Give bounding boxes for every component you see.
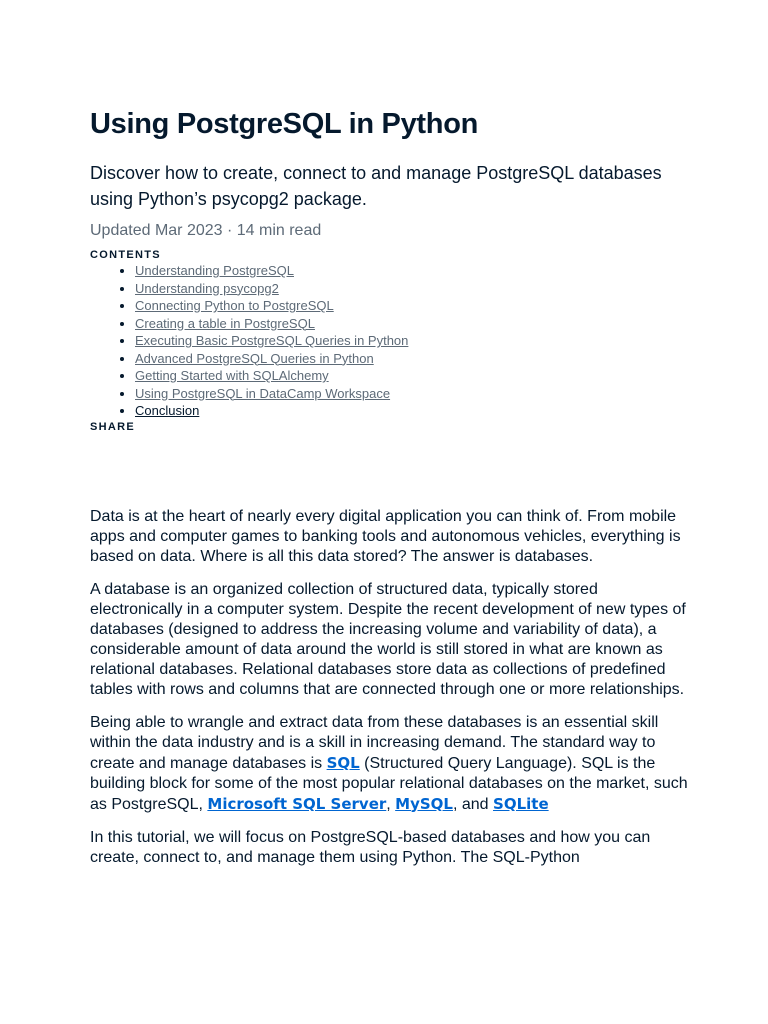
toc-link-advanced-queries[interactable]: Advanced PostgreSQL Queries in Python xyxy=(135,350,374,366)
table-of-contents xyxy=(90,262,690,420)
article-body xyxy=(90,507,690,868)
article-page xyxy=(90,104,690,881)
article-subtitle: Discover how to create, connect to and manage PostgreSQL databases using Python’s psycopg2 package. xyxy=(90,163,662,209)
sql-link[interactable]: SQL xyxy=(326,753,360,772)
paragraph-tutorial-focus: In this tutorial, we will focus on PostgreSQL-based databases and how you can create, connect to, and manage them using Python. The SQL-Python xyxy=(90,828,651,866)
toc-item xyxy=(135,315,690,333)
toc-item xyxy=(135,402,690,420)
toc-item xyxy=(135,385,690,403)
toc-link-creating-table[interactable]: Creating a table in PostgreSQL xyxy=(135,315,315,331)
article-meta: Updated Mar 2023 · 14 min read xyxy=(90,222,322,239)
toc-link-connecting-python[interactable]: Connecting Python to PostgreSQL xyxy=(135,298,334,313)
toc-link-understanding-psycopg2[interactable]: Understanding psycopg2 xyxy=(135,280,279,296)
paragraph-database-definition: A database is an organized collection of structured data, typically stored electronically in a computer system. Despite the recent development of new types of databases (designed to address the increasing volume and variability of data), a considerable amount of data around the world is still stored in what are known as relational databases. Relational databases store data as collections of predefined tables with rows and columns that are connected through one or more relationships. xyxy=(90,580,686,698)
toc-item xyxy=(135,350,690,368)
toc-link-sqlalchemy[interactable]: Getting Started with SQLAlchemy xyxy=(135,368,329,383)
paragraph-intro: Data is at the heart of nearly every digital application you can think of. From mobile apps and computer games to banking tools and autonomous vehicles, everything is based on data. Where is all this data stored? The answer is databases. xyxy=(90,507,681,565)
paragraph-text: , xyxy=(386,795,396,813)
toc-link-basic-queries[interactable]: Executing Basic PostgreSQL Queries in Python xyxy=(135,333,409,348)
sqlite-link[interactable]: SQLite xyxy=(493,794,549,813)
toc-item xyxy=(135,367,690,385)
toc-item xyxy=(135,280,690,298)
page-title: Using PostgreSQL in Python xyxy=(90,108,479,140)
mysql-link[interactable]: MySQL xyxy=(395,794,453,813)
share-label: SHARE xyxy=(90,420,136,433)
paragraph-text: (Structured Query Language). SQL is the building block for some of the most popular relational databases on the market, such as PostgreSQL, xyxy=(90,754,688,813)
toc-item xyxy=(135,262,690,280)
paragraph-sql xyxy=(90,713,690,815)
toc-item xyxy=(135,332,690,350)
paragraph-text: Being able to wrangle and extract data from these databases is an essential skill within the data industry and is a skill in increasing demand. The standard way to create and manage databases is xyxy=(90,713,659,772)
contents-label: CONTENTS xyxy=(90,249,161,261)
toc-link-conclusion[interactable]: Conclusion xyxy=(135,403,200,418)
microsoft-sql-server-link[interactable]: Microsoft SQL Server xyxy=(207,794,387,813)
toc-link-understanding-postgresql[interactable]: Understanding PostgreSQL xyxy=(135,263,294,278)
paragraph-text: , and xyxy=(452,795,494,813)
toc-item xyxy=(135,297,690,315)
toc-link-datacamp-workspace[interactable]: Using PostgreSQL in DataCamp Workspace xyxy=(135,385,391,401)
